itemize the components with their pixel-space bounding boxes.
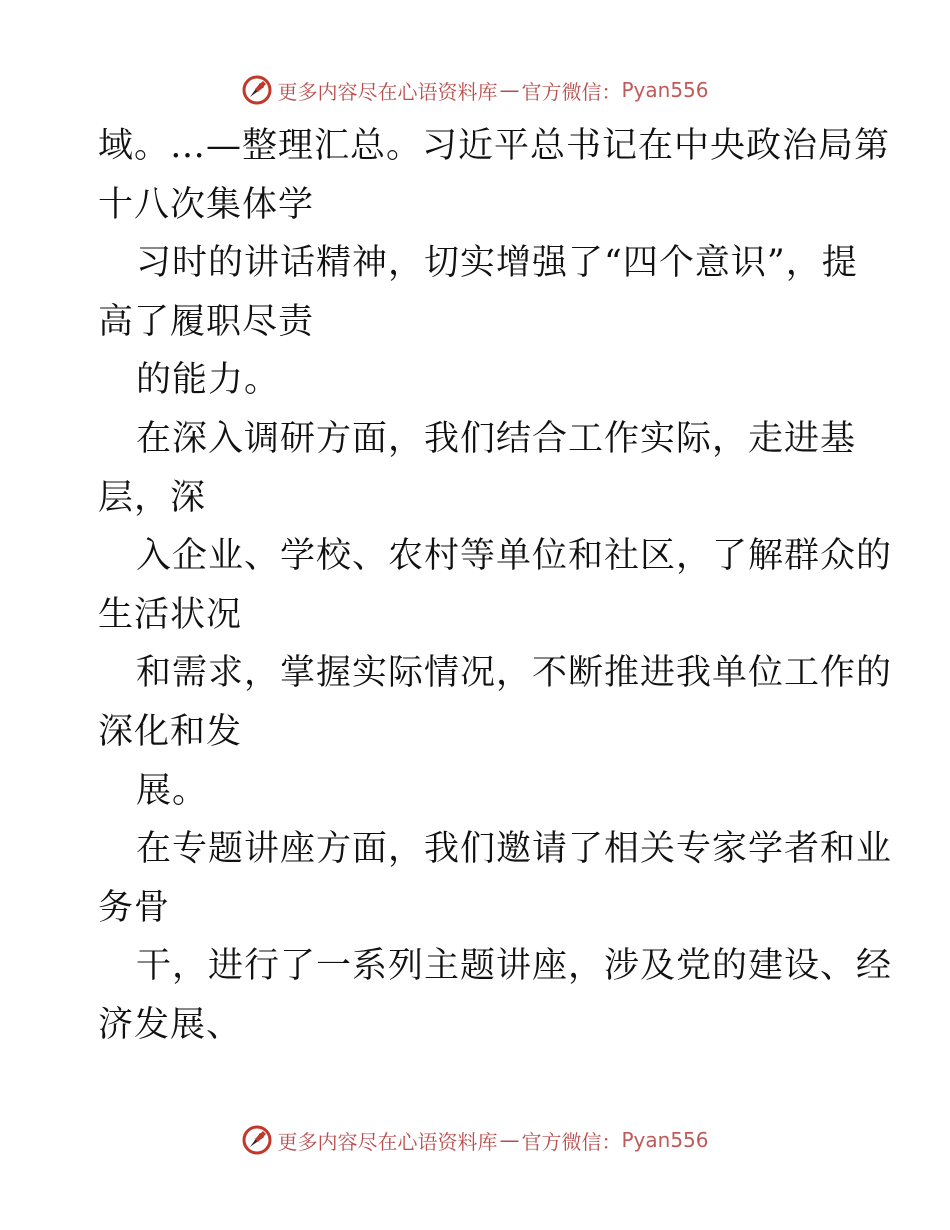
pen-nib-circle-icon (241, 1124, 273, 1156)
text-line: 展。 (136, 770, 209, 811)
text-line: 域。…—整理汇总。习近平总书记在中央政治局第 (98, 126, 891, 166)
pen-nib-circle-icon (241, 74, 273, 106)
watermark-id: Pyan556 (621, 78, 709, 102)
text-line: 习时的讲话精神，切实增强了“四个意识”，提 (136, 243, 858, 284)
text-line: 的能力。 (136, 360, 281, 401)
text-line: 十八次集体学 (98, 184, 315, 225)
text-line: 深化和发 (98, 711, 243, 752)
watermark-label: 官方微信： (521, 1129, 622, 1154)
text-line: 高了履职尽责 (98, 301, 315, 342)
header-watermark (0, 74, 950, 106)
document-body (98, 122, 893, 1060)
text-line: 干，进行了一系列主题讲座，涉及党的建设、经 (136, 946, 893, 987)
watermark-id: Pyan556 (621, 1128, 709, 1152)
text-line: 在深入调研方面，我们结合工作实际，走进基 (136, 418, 857, 459)
text-line: 济发展、 (98, 1004, 243, 1045)
footer-watermark (0, 1124, 950, 1156)
text-line: 入企业、学校、农村等单位和社区，了解群众的 (136, 536, 893, 577)
text-line: 和需求，掌握实际情况，不断推进我单位工作的 (136, 653, 893, 694)
text-line: 务骨 (98, 887, 171, 928)
text-line: 层，深 (98, 477, 207, 518)
watermark-label: 官方微信： (521, 79, 622, 104)
watermark-dash: — (499, 1128, 520, 1152)
watermark-text: 更多内容尽在心语资料库 (277, 1129, 498, 1154)
watermark-dash: — (499, 78, 520, 102)
watermark-text: 更多内容尽在心语资料库 (277, 79, 498, 104)
text-line: 在专题讲座方面，我们邀请了相关专家学者和业 (136, 829, 893, 870)
text-line: 生活状况 (98, 594, 243, 635)
